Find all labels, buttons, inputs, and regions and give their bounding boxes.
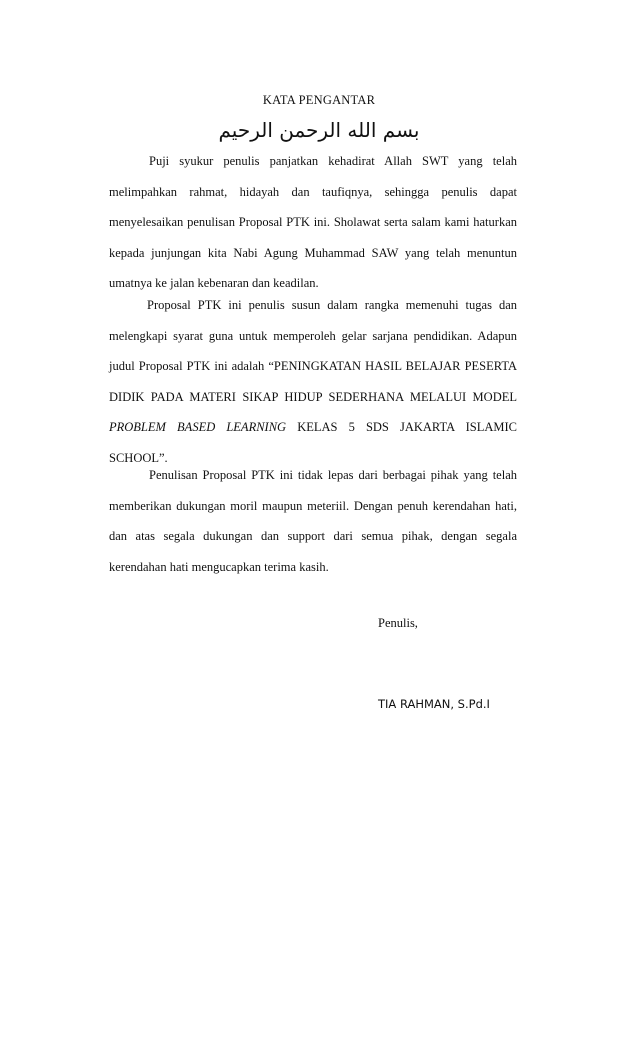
paragraph-3: Penulisan Proposal PTK ini tidak lepas dari berbagai pihak yang telah memberikan dukungan moril maupun meteriil. Dengan penuh kerendahan hati, dan atas segala dukungan dan support dari semua pihak, dengan segala kerendahan hati mengucapkan terima kasih. xyxy=(109,468,517,574)
paragraph-2-text-start: Proposal PTK ini penulis susun dalam rangka memenuhi tugas dan melengkapi syarat guna untuk memperoleh gelar sarjana pendidikan. Adapun judul Proposal PTK ini adalah “PENINGKATAN HASIL BELAJAR PESERTA DIDIK PADA MATERI SIKAP HIDUP SEDERHANA MELALUI MODEL xyxy=(109,298,517,404)
signature-name: TIA RAHMAN, S.Pd.I xyxy=(378,697,490,711)
page-title: KATA PENGANTAR xyxy=(262,93,376,107)
paragraph-2-text-end: KELAS 5 SDS JAKARTA ISLAMIC SCHOOL”. xyxy=(109,420,518,465)
paragraph-1: Puji syukur penulis panjatkan kehadirat Allah SWT yang telah melimpahkan rahmat, hidayah dan taufiqnya, sehingga penulis dapat menyelesaikan penulisan Proposal PTK ini. Sholawat serta salam kami haturkan kepada junjungan kita Nabi Agung Muhammad SAW yang telah menuntun umatnya ke jalan kebenaran dan keadilan. xyxy=(109,154,517,291)
basmala-text: بسم الله الرحمن الرحيم xyxy=(218,118,420,142)
signature-label: Penulis, xyxy=(378,616,418,630)
paragraph-2 xyxy=(109,290,517,474)
paragraph-2-italic-term: PROBLEM BASED LEARNING xyxy=(109,420,287,435)
